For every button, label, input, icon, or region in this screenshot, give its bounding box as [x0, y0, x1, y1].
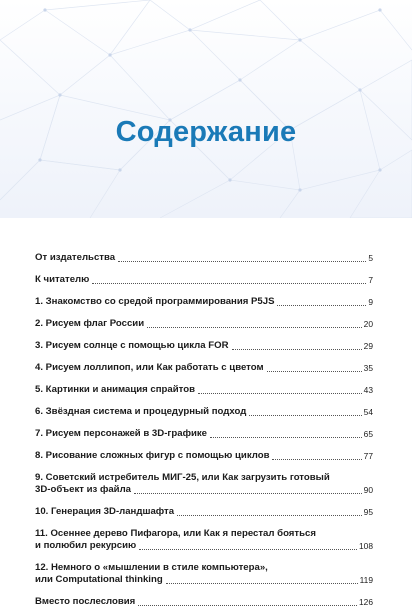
toc-entry-label-line1: 12. Немного о «мышлении в стиле компьютера»,	[35, 562, 268, 573]
toc-entry-label: От издательства	[35, 252, 116, 263]
toc-entry[interactable]	[35, 406, 373, 418]
toc-entry[interactable]	[35, 472, 373, 496]
toc-page-number: 90	[363, 485, 373, 495]
toc-entry-label: 4. Рисуем лоллипоп, или Как работать с цветом	[35, 362, 264, 373]
toc-entry-label: 6. Звёздная система и процедурный подход	[35, 406, 247, 417]
header-banner	[0, 0, 412, 218]
toc-page-number: 43	[363, 385, 373, 395]
toc-entry[interactable]	[35, 274, 373, 286]
page-title: Содержание	[115, 116, 297, 148]
toc-entry[interactable]	[35, 528, 373, 552]
toc-page-number: 95	[363, 507, 373, 517]
toc-page-number: 65	[363, 429, 373, 439]
dot-leader	[134, 492, 362, 494]
dot-leader	[198, 392, 362, 394]
toc-entry-label: 1. Знакомство со средой программирования P5JS	[35, 296, 275, 307]
dot-leader	[249, 414, 361, 416]
toc-entry-label-line2: 3D-объект из файла	[35, 484, 132, 495]
dot-leader	[232, 348, 362, 350]
dot-leader	[272, 458, 361, 460]
toc-entry-label-line1: 11. Осеннее дерево Пифагора, или Как я перестал бояться	[35, 528, 316, 539]
toc-page-number: 77	[363, 451, 373, 461]
toc-page-number: 108	[359, 541, 373, 551]
dot-leader	[138, 604, 357, 606]
toc-page-number: 5	[368, 253, 373, 263]
dot-leader	[166, 582, 358, 584]
toc-entry[interactable]	[35, 296, 373, 308]
toc-entry-label: 2. Рисуем флаг России	[35, 318, 145, 329]
toc-page-number: 54	[363, 407, 373, 417]
toc-entry[interactable]	[35, 318, 373, 330]
dot-leader	[118, 260, 366, 262]
toc-page-number: 9	[368, 297, 373, 307]
toc-page-number: 119	[359, 575, 373, 585]
toc-page-number: 20	[363, 319, 373, 329]
toc-entry[interactable]	[35, 506, 373, 518]
toc-entry-label: К читателю	[35, 274, 90, 285]
dot-leader	[267, 370, 362, 372]
toc-entry[interactable]	[35, 252, 373, 264]
toc-entry-label: 5. Картинки и анимация спрайтов	[35, 384, 195, 395]
dot-leader	[147, 326, 362, 328]
toc-entry[interactable]	[35, 562, 373, 586]
dot-leader	[210, 436, 362, 438]
toc-entry-label-line2: или Computational thinking	[35, 574, 163, 585]
toc-entry-label: 8. Рисование сложных фигур с помощью циклов	[35, 450, 270, 461]
toc-entry-label: 7. Рисуем персонажей в 3D-графике	[35, 428, 208, 439]
toc-entry[interactable]	[35, 384, 373, 396]
toc-entry[interactable]	[35, 428, 373, 440]
toc-entry-label-line1: 9. Советский истребитель МИГ-25, или Как загрузить готовый	[35, 472, 330, 483]
toc-entry-label: 3. Рисуем солнце с помощью цикла FOR	[35, 340, 229, 351]
toc-entry-label: 10. Генерация 3D-ландшафта	[35, 506, 175, 517]
toc-page-number: 35	[363, 363, 373, 373]
toc-entry-label: Вместо послесловия	[35, 596, 136, 607]
toc-entry-label-line2: и полюбил рекурсию	[35, 540, 137, 551]
table-of-contents	[35, 244, 373, 608]
toc-page-number: 126	[359, 597, 373, 607]
toc-page-number: 29	[363, 341, 373, 351]
toc-entry[interactable]	[35, 596, 373, 608]
toc-page-number: 7	[368, 275, 373, 285]
dot-leader	[92, 282, 366, 284]
toc-entry[interactable]	[35, 362, 373, 374]
toc-entry[interactable]	[35, 450, 373, 462]
polygon-mesh-decoration	[0, 0, 412, 218]
dot-leader	[177, 514, 362, 516]
dot-leader	[277, 304, 366, 306]
toc-entry[interactable]	[35, 340, 373, 352]
